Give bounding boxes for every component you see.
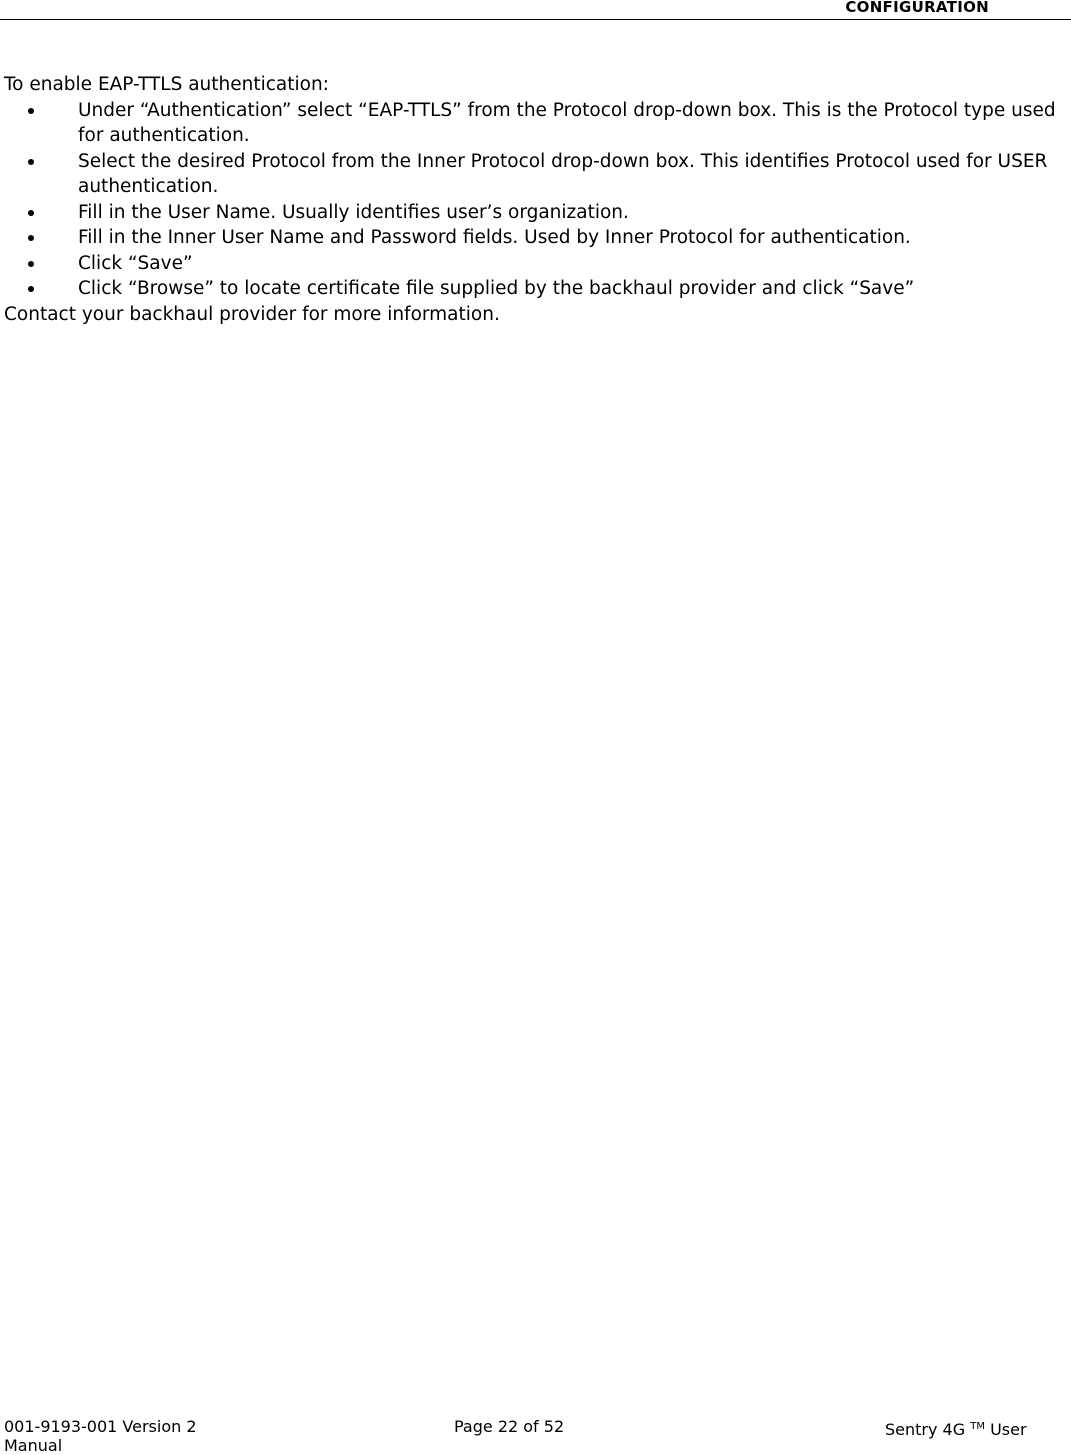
list-item-text: Fill in the Inner User Name and Password fields. Used by Inner Protocol for authentication. bbox=[78, 227, 911, 248]
footer-doc-id: 001-9193-001 Version 2 bbox=[4, 1417, 197, 1436]
bullet-icon bbox=[28, 210, 34, 216]
bullet-icon bbox=[28, 108, 34, 114]
footer-product-name: Sentry 4G bbox=[885, 1420, 966, 1439]
list-item bbox=[4, 276, 1064, 302]
trademark-mark: TM bbox=[970, 1421, 985, 1432]
bullet-icon bbox=[28, 261, 34, 267]
bullet-icon bbox=[28, 286, 34, 292]
footer-product-wrap: Manual bbox=[4, 1436, 63, 1455]
page-footer bbox=[4, 1417, 1067, 1455]
list-item-text: Fill in the User Name. Usually identifies user’s organization. bbox=[78, 201, 629, 223]
list-item bbox=[4, 98, 1064, 149]
list-item bbox=[4, 225, 1064, 251]
list-item-text: Click “Save” bbox=[78, 252, 193, 274]
outro-text: Contact your backhaul provider for more information. bbox=[4, 303, 500, 325]
page-header bbox=[0, 0, 1071, 20]
instruction-list bbox=[4, 98, 1064, 302]
intro-text: To enable EAP-TTLS authentication: bbox=[4, 74, 329, 95]
list-item bbox=[4, 149, 1064, 200]
list-item bbox=[4, 251, 1064, 277]
list-item-text: Click “Browse” to locate certificate file supplied by the backhaul provider and click “Save” bbox=[78, 278, 915, 299]
bullet-icon bbox=[28, 235, 34, 241]
list-item-text: Under “Authentication” select “EAP-TTLS” from the Protocol drop-down box. This is the Protocol type used for authentication. bbox=[78, 99, 1056, 146]
footer-product bbox=[885, 1417, 1027, 1439]
list-item bbox=[4, 200, 1064, 226]
bullet-icon bbox=[28, 159, 34, 165]
footer-product-suffix: User bbox=[990, 1420, 1027, 1439]
header-title: CONFIGURATION bbox=[845, 0, 989, 16]
document-body bbox=[4, 72, 1064, 327]
list-item-text: Select the desired Protocol from the Inner Protocol drop-down box. This identifies Protocol used for USER authentication. bbox=[78, 150, 1048, 197]
footer-page-number: Page 22 of 52 bbox=[454, 1417, 565, 1436]
